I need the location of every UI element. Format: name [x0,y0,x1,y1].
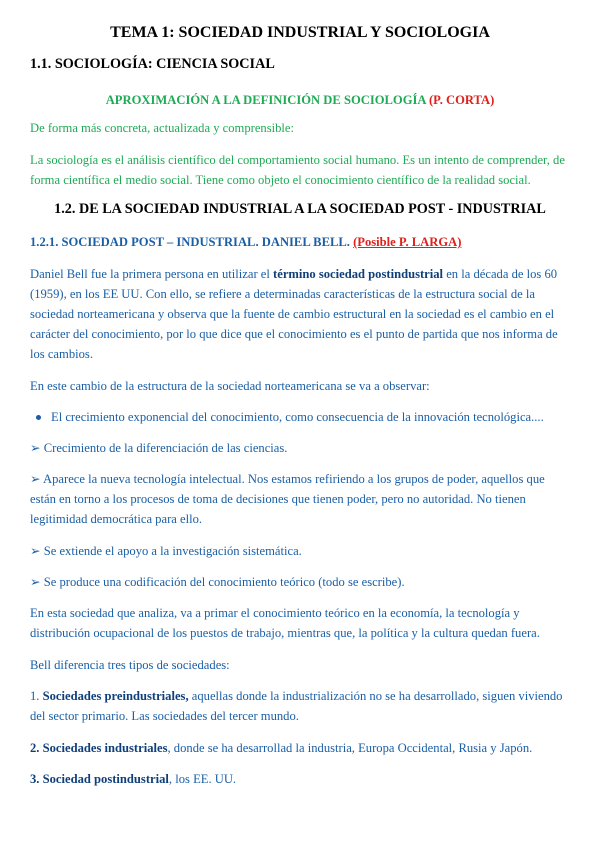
para2: En este cambio de la estructura de la sociedad norteamericana se va a observar: [30,379,430,393]
subheading-tag: (P. CORTA) [428,93,495,107]
subheading-text: 1.2.1. SOCIEDAD POST – INDUSTRIAL. DANIEL BELL. [30,235,350,249]
text-run: Daniel Bell fue la primera persona en utilizar el [30,267,274,281]
section-1-subheading [0,90,600,111]
arrow-bullet-icon: ➢ [30,441,41,455]
para1-line-1 [30,264,557,285]
type-3 [30,769,236,790]
para3-line-1: En esta sociedad que analiza, va a primar el conocimiento teórico en la economía, la tecnología y [30,606,520,620]
type-name: Sociedades preindustriales, [42,689,189,703]
para3-line-2: distribución ocupacional de los puestos de trabajo, mientras que, la política y la cultura quedan fuera. [30,626,540,640]
arrow-text: Se produce una codificación del conocimiento teórico (todo se escribe). [43,575,405,589]
arrow-item-4 [30,572,405,593]
arrow-text: Se extiende el apoyo a la investigación sistemática. [43,544,302,558]
arrow-bullet-icon: ➢ [30,472,41,486]
section-1-heading: 1.1. SOCIOLOGÍA: CIENCIA SOCIAL [30,56,275,72]
arrow-item-2-line-2: están en torno a los procesos de toma de decisiones que tienen poder, pero no autoridad. No tienen [30,492,526,506]
para1-line-3: sociedad norteamericana y observa que la fuente de cambio estructural en la sociedad es el cambio en el [30,307,555,321]
arrow-item-1 [30,438,287,459]
para4: Bell diferencia tres tipos de sociedades: [30,658,230,672]
text-run: en la década de los 60 [443,267,558,281]
text-run-bold: término sociedad postindustrial [273,267,444,281]
subheading-tag: (Posible P. LARGA) [353,235,462,249]
type-description: , donde se ha desarrollad la industria, Europa Occidental, Rusia y Japón. [167,741,533,755]
type-1-line-1 [30,686,562,707]
para1-line-2: (1959), en los EE UU. Con ello, se refiere a determinadas características de la estructura social de la [30,287,535,301]
arrow-text: Aparece la nueva tecnología intelectual. Nos estamos refiriendo a los grupos de poder, aquellos que [43,472,545,486]
type-description: aquellas donde la industrialización no se ha desarrollado, siguen viviendo [188,689,563,703]
type-name: 3. Sociedad postindustrial [30,772,169,786]
type-name: 2. Sociedades industriales [30,741,168,755]
type-description: , los EE. UU. [168,772,237,786]
arrow-item-2-line-1 [30,469,545,490]
arrow-bullet-icon: ➢ [30,575,41,589]
definition-line-2: forma científica el medio social. Tiene como objeto el conocimiento científico de la realidad social. [30,173,531,187]
type-number: 1. [30,689,43,703]
para1-line-4: carácter del conocimiento, por lo que dice que el conocimiento es el punto de partida que nos informa de [30,327,558,341]
arrow-text: Crecimiento de la diferenciación de las ciencias. [43,441,288,455]
type-2 [30,738,532,759]
arrow-bullet-icon: ➢ [30,544,41,558]
type-1-line-2: del sector primario. Las sociedades del tercer mundo. [30,709,299,723]
bullet-dot-icon [36,415,41,420]
para1-line-5: los cambios. [30,347,93,361]
arrow-item-3 [30,541,302,562]
section-1-intro: De forma más concreta, actualizada y comprensible: [30,121,294,135]
bullet-text: El crecimiento exponencial del conocimiento, como consecuencia de la innovación tecnológica.... [51,410,544,424]
arrow-item-2-line-3: legitimidad democrática para ello. [30,512,203,526]
bullet-item [36,407,544,428]
document-title: TEMA 1: SOCIEDAD INDUSTRIAL Y SOCIOLOGIA [110,24,490,41]
section-2-heading: 1.2. DE LA SOCIEDAD INDUSTRIAL A LA SOCIEDAD POST - INDUSTRIAL [54,201,546,217]
definition-line-1: La sociología es el análisis científico del comportamiento social humano. Es un intento de comprender, de [30,153,565,167]
subheading-text: APROXIMACIÓN A LA DEFINICIÓN DE SOCIOLOGÍA [105,93,426,107]
section-2-subheading [30,232,461,253]
